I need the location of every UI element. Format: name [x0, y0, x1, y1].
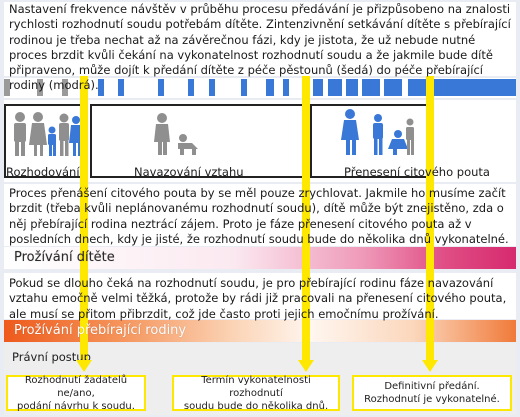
legal-box-decision-line2: podání návrhu k soudu. [17, 400, 135, 412]
milestone-arrow-2 [298, 360, 314, 372]
legal-box-enforceability-date [172, 375, 340, 411]
bond-transfer-figures-icon [338, 108, 418, 160]
phase-label-bond-transfer: Přenesení citového pouta [344, 165, 490, 179]
legal-box-enforceability-line2: soudu bude do několika dnů. [183, 400, 329, 412]
family-figures-icon [8, 110, 86, 158]
phase-label-decision: Rozhodování [6, 165, 80, 179]
child-experience-label: Prožívání dítěte [14, 250, 115, 265]
legal-box-final-line1: Definitivní předání. [384, 381, 480, 392]
intro-text: Nastavení frekvence návštěv v průběhu procesu předávání je přizpůsobeno na znalosti rychlosti rozhodnutí soudu potřebám dítěte. Zintenzivnění setkávání dítěte s přebírající rodinou je třeba nechat až na závěrečnou fázi, kdy je jistota, že už nebude nutné proces brzdit kvůli čekání na vykonatelnost rozhodnutí soudu a že jakmile bude dítě připraveno, může dojít k předání dítěte z péče pěstounů (šedá) do péče přebírající rodiny (modrá). [9, 2, 511, 93]
milestone-arrow-1 [76, 360, 92, 372]
family-text: Pokud se dlouho čeká na rozhodnutí soudu, je pro přebírající rodinu fáze navazování vztahu emočně velmi těžká, protože by rádi již pracovali na přenesení citového pouta, ale musí se přitom přibrzdit, což jde často proti jejich emočnímu prožívání. [9, 276, 507, 321]
family-experience-label: Prožívání přebírající rodiny [14, 323, 187, 338]
relationship-figures-icon [150, 112, 240, 156]
milestone-arrow-3 [422, 360, 438, 372]
legal-box-enforceability-line1: Termín vykonatelnosti rozhodnutí [201, 374, 311, 399]
legal-process-label: Právní postup [12, 350, 91, 364]
legal-box-decision [6, 375, 146, 411]
legal-box-final-handover [352, 375, 512, 411]
legal-box-final-line2: Rozhodnutí je vykonatelné. [364, 394, 500, 405]
legal-box-decision-line1: Rozhodnutí žadatelů ne/ano, [24, 374, 128, 399]
phase-label-relationship: Navazování vztahu [134, 165, 244, 179]
middle-text: Proces přenášení citového pouta by se měl pouze zrychlovat. Jakmile ho musíme začít brzdit (třeba kvůli neplánovanému rozhodnutí soudu), dítě může být znejistěno, zda o něj přebírající rodina neztrácí zájem. Proto je fáze přenesení citového pouta až v posledních dnech, kdy je jisté, že rozhodnutí soudu bude do několika dnů vykonatelné. [9, 186, 509, 246]
